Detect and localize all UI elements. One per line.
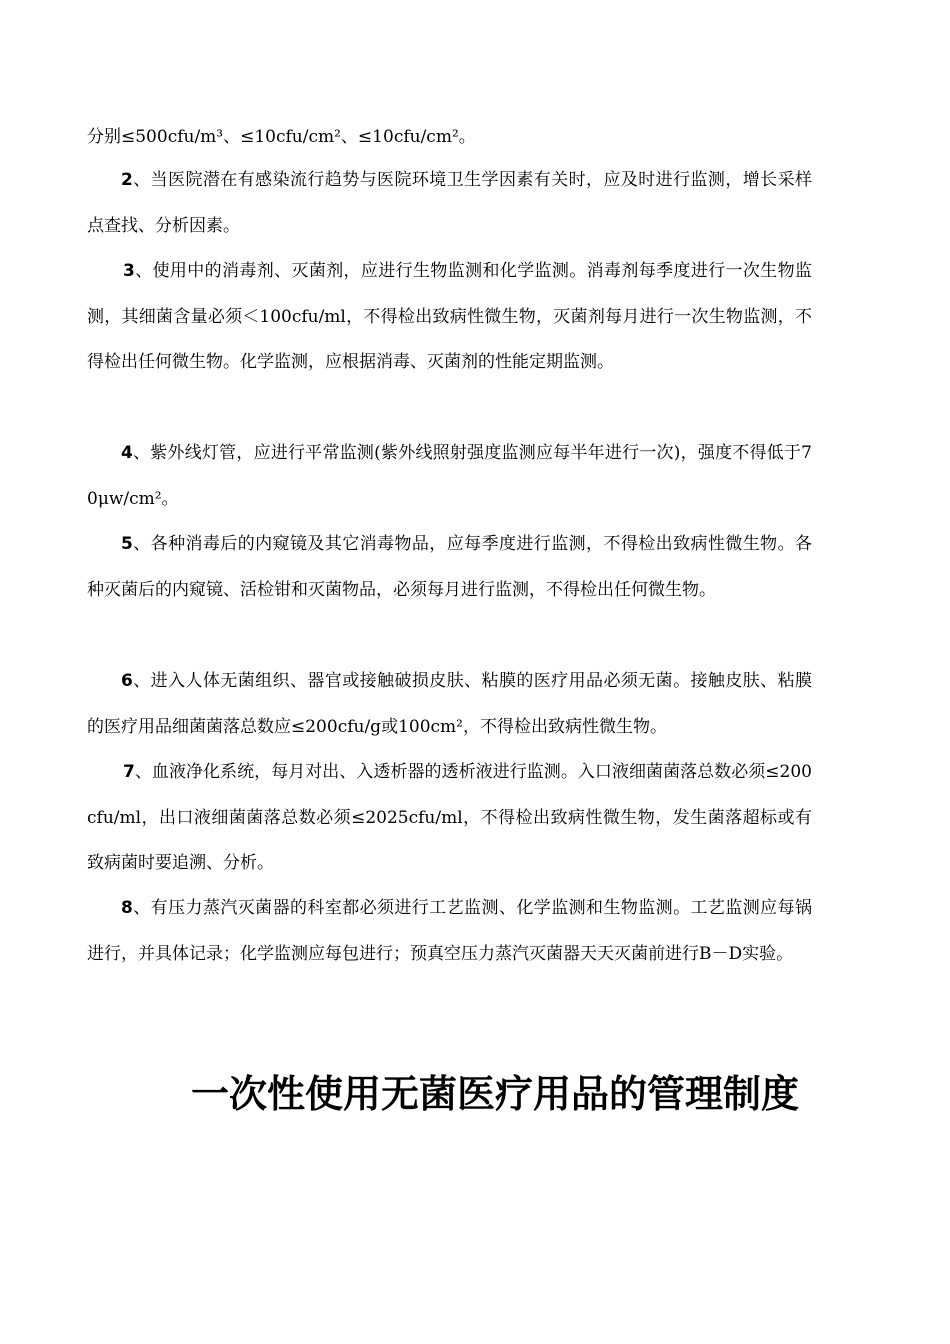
- paragraph-number: 8: [121, 898, 133, 918]
- paragraph-7: [87, 750, 812, 887]
- section-heading: 一次性使用无菌医疗用品的管理制度: [190, 1072, 799, 1116]
- paragraph-4: [87, 431, 812, 522]
- paragraph-3: [87, 249, 812, 386]
- paragraph-number: 3: [123, 261, 135, 281]
- paragraph-6: [87, 659, 812, 750]
- paragraph-text: 分别≤500cfu/m³、≤10cfu/cm²、≤10cfu/cm²。: [87, 127, 476, 147]
- paragraph-number: 4: [121, 443, 133, 463]
- paragraph-text: 、各种消毒后的内窥镜及其它消毒物品，应每季度进行监测，不得检出致病性微生物。各种灭菌后的内窥镜、活检钳和灭菌物品，必须每月进行监测，不得检出任何微生物。: [87, 534, 812, 600]
- paragraph-number: 6: [121, 671, 133, 691]
- paragraph-number: 2: [121, 170, 133, 190]
- paragraph-text: 、进入人体无菌组织、器官或接触破损皮肤、粘膜的医疗用品必须无菌。接触皮肤、粘膜的医疗用品细菌菌落总数应≤200cfu/g或100cm²，不得检出致病性微生物。: [87, 671, 812, 737]
- paragraph-2: [87, 158, 812, 249]
- paragraph-text: 、有压力蒸汽灭菌器的科室都必须进行工艺监测、化学监测和生物监测。工艺监测应每锅进行，并具体记录；化学监测应每包进行；预真空压力蒸汽灭菌器天天灭菌前进行B－D实验。: [87, 898, 812, 964]
- paragraph-number: 7: [123, 762, 135, 782]
- paragraph-number: 5: [121, 534, 133, 554]
- paragraph-text: 、当医院潜在有感染流行趋势与医院环境卫生学因素有关时，应及时进行监测，增长采样点查找、分析因素。: [87, 170, 812, 236]
- paragraph-1-continued: [87, 115, 812, 161]
- paragraph-8: [87, 886, 812, 977]
- paragraph-5: [87, 522, 812, 613]
- paragraph-text: 、紫外线灯管，应进行平常监测(紫外线照射强度监测应每半年进行一次)，强度不得低于70μw/cm²。: [87, 443, 812, 509]
- paragraph-text: 、血液净化系统，每月对出、入透析器的透析液进行监测。入口液细菌菌落总数必须≤200cfu/ml，出口液细菌菌落总数必须≤2025cfu/ml，不得检出致病性微生物，发生菌落超标或有致病菌时要追溯、分析。: [87, 762, 812, 873]
- paragraph-text: 、使用中的消毒剂、灭菌剂，应进行生物监测和化学监测。消毒剂每季度进行一次生物监测，其细菌含量必须＜100cfu/ml，不得检出致病性微生物，灭菌剂每月进行一次生物监测，不得检出任何微生物。化学监测，应根据消毒、灭菌剂的性能定期监测。: [87, 261, 812, 372]
